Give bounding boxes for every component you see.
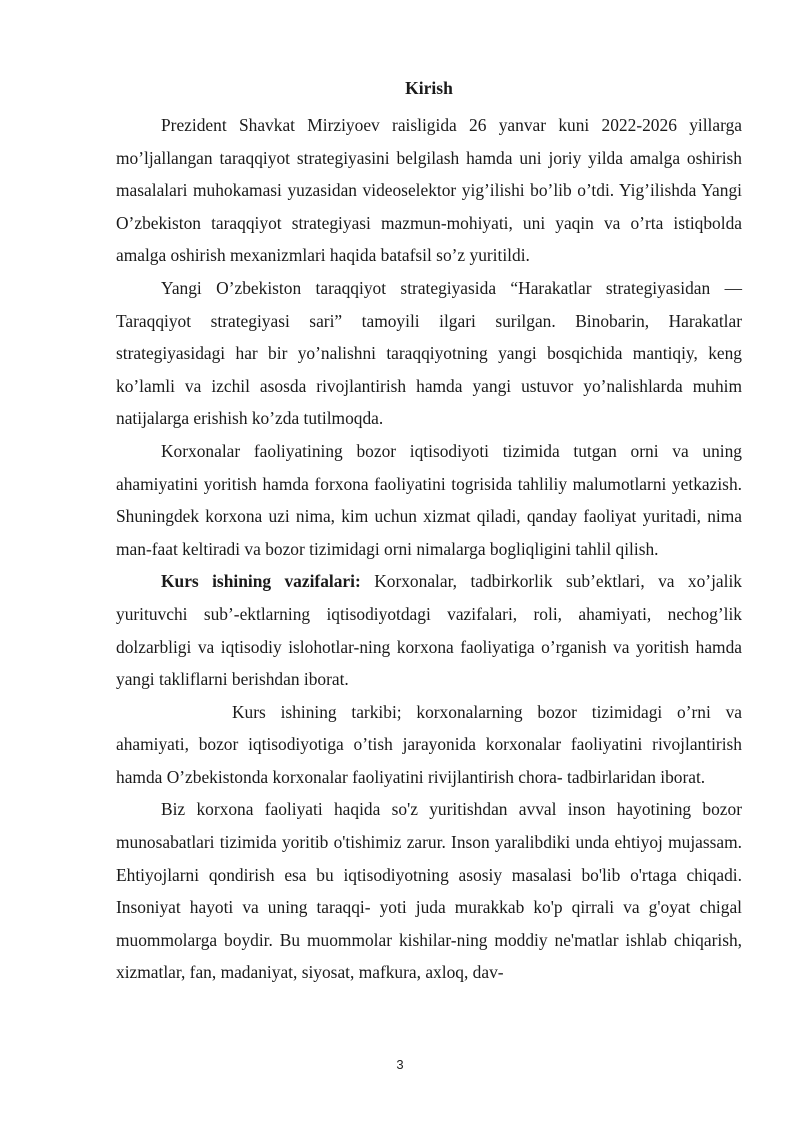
paragraph-strategy-meeting <box>116 109 742 272</box>
paragraph-text: Biz korxona faoliyati haqida so'z yuritishdan avval inson hayotining bozor munosabatlari tizimida yoritib o'tishimiz zarur. Inson yaralibdiki unda ehtiyoj mujassam. Ehtiyojlarni qondirish esa bu iqtisodiyotning asosiy masalasi bo'lib o'rtaga chiqadi. Insoniyat hayoti va uning taraqqi- yoti juda murakkab ko'p qirrali va g'oyat chigal muommolarga boydir. Bu muommolar kishilar-ning moddiy ne'matlar ishlab chiqarish, xizmatlar, fan, madaniyat, siyosat, mafkura, axloq, dav- <box>116 799 742 983</box>
document-body <box>116 76 742 989</box>
paragraph-text: Prezident Shavkat Mirziyoev raisligida 26 yanvar kuni 2022-2026 yillarga mo’ljallangan taraqqiyot strategiyasini belgilash hamda uni joriy yilda amalga oshirish masalalari muhokamasi yuzasidan videoselektor yig’ilishi bo’lib o’tdi. Yig’ilishda Yangi O’zbekiston taraqqiyot strategiyasi mazmun-mohiyati, uni yaqin va o’rta istiqbolda amalga oshirish mexanizmlari haqida batafsil so’z yuritildi. <box>116 115 742 266</box>
paragraph-enterprise-role <box>116 435 742 565</box>
section-heading: Kirish <box>405 78 453 98</box>
paragraph-human-needs <box>116 793 742 989</box>
paragraph-text: Korxonalar faoliyatining bozor iqtisodiyoti tizimida tutgan orni va uning ahamiyatini yoritish hamda forxona faoliyatini togrisida tahliliy malumotlarni yetkazish. Shuningdek korxona uzi nima, kim uchun xizmat qiladi, qanday faoliyat yuritadi, nima man-faat keltiradi va bozor tizimidagi orni nimalarga bogliqligini tahlil qilish. <box>116 440 742 559</box>
paragraph-new-uzbekistan <box>116 272 742 435</box>
paragraph-course-structure <box>116 696 742 794</box>
paragraph-text: Kurs ishining tarkibi; korxonalarning bozor tizimidagi o’rni va ahamiyati, bozor iqtisodiyotiga o’tish jarayonida korxonalar faoliyatini rivojlantirish hamda O’zbekistonda korxonalar faoliyatini rivijlantirish chora- tadbirlaridan iborat. <box>116 701 742 787</box>
paragraph-text: Yangi O’zbekiston taraqqiyot strategiyasida “Harakatlar strategiyasidan — Taraqqiyot strategiyasi sari” tamoyili ilgari surilgan. Binobarin, Harakatlar strategiyasidagi har bir yo’nalishni taraqqiyotning yangi bosqichida mantiqiy, keng ko’lamli va izchil asosda rivojlantirish hamda yangi ustuvor yo’nalishlarda muhim natijalarga erishish ko’zda tutilmoqda. <box>116 277 742 429</box>
page-number: 3 <box>396 1057 404 1072</box>
paragraph-lead: Kurs ishining vazifalari: <box>161 571 361 592</box>
paragraph-text: Korxonalar, tadbirkorlik sub’ektlari, va xo’jalik yurituvchi sub’-ektlarning iqtisodiyotdagi vazifalari, roli, ahamiyati, nechog’lik dolzarbligi va iqtisodiy islohotlar-ning korxona faoliyatiga o’rganish va yoritish hamda yangi takliflarni berishdan iborat. <box>116 571 742 690</box>
paragraph-course-tasks <box>116 565 742 695</box>
